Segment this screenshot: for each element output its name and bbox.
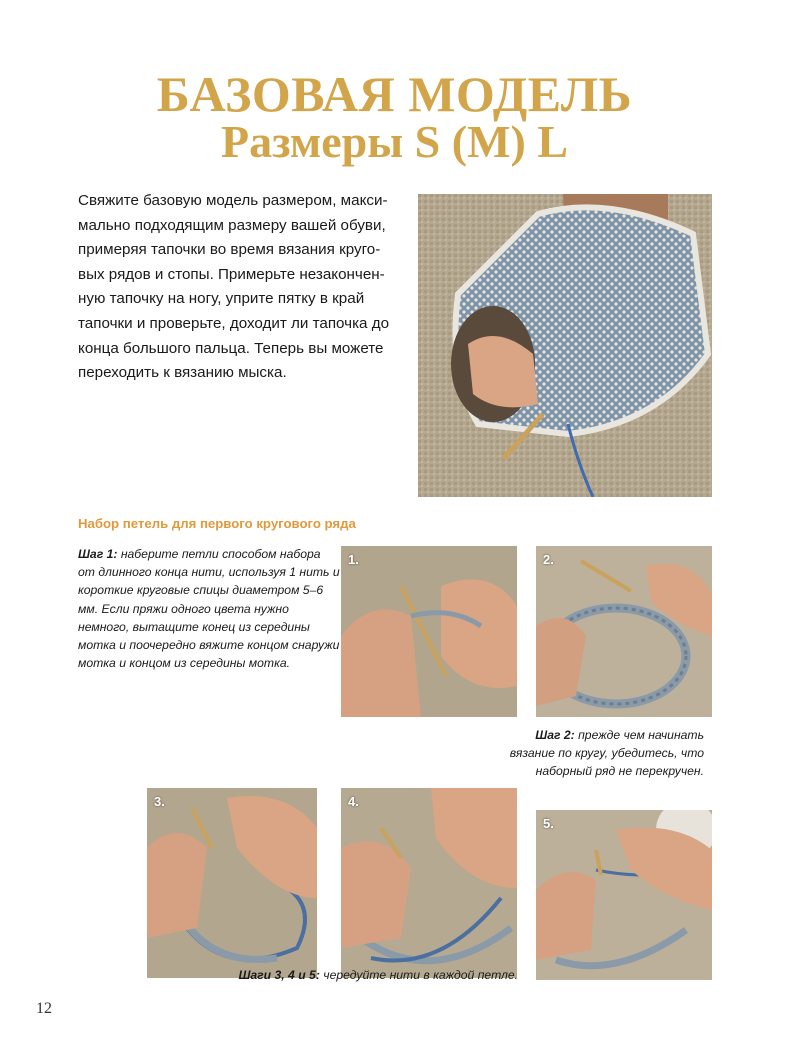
caption-step-1-label: Шаг 1: <box>78 547 118 561</box>
caption-step-2 <box>500 726 704 781</box>
photo-step-1 <box>341 546 517 717</box>
photo-step-2 <box>536 546 712 717</box>
photo-step-2-number: 2. <box>543 552 554 567</box>
photo-step-3 <box>147 788 317 978</box>
photo-step-4-number: 4. <box>348 794 359 809</box>
photo-step-5-number: 5. <box>543 816 554 831</box>
page-subtitle: Размеры S (M) L <box>221 116 568 167</box>
photo-step-1-number: 1. <box>348 552 359 567</box>
caption-steps-3-4-5-text: чередуйте нити в каждой петле. <box>319 968 518 982</box>
page-number: 12 <box>36 1000 52 1017</box>
main-photo-slipper-on-foot <box>418 194 712 497</box>
caption-step-2-text: прежде чем начинать вязание по кругу, убедитесь, что наборный ряд не перекручен. <box>509 728 704 779</box>
photo-step-4 <box>341 788 517 978</box>
caption-step-2-label: Шаг 2: <box>535 728 575 742</box>
caption-steps-3-4-5 <box>228 966 518 984</box>
caption-step-1 <box>78 545 340 672</box>
page-title: БАЗОВАЯ МОДЕЛЬ <box>156 66 633 122</box>
photo-step-3-number: 3. <box>154 794 165 809</box>
section-heading: Набор петель для первого кругового ряда <box>78 516 356 531</box>
intro-paragraph: Свяжите базовую модель размером, макси-мально подходящим размеру вашей обуви, примеряя тапочки во время вязания круго-вых рядов и стопы. Примерьте незакончен-ную тапочку на ногу, уприте пятку в край тапочки и проверьте, доходит ли тапочка до конца большого пальца. Теперь вы можете переходить к вязанию мыска. <box>78 192 390 382</box>
caption-step-1-text: наберите петли способом набора от длинного конца нити, используя 1 нить и короткие круговые спицы диаметром 5–6 мм. Если пряжи одного цвета нужно немного, вытащите конец из середины мотка и поочередно вяжите концом снаружи мотка и концом из середины мотка. <box>78 547 340 671</box>
caption-steps-3-4-5-label: Шаги 3, 4 и 5: <box>238 968 320 982</box>
photo-step-5 <box>536 810 712 980</box>
